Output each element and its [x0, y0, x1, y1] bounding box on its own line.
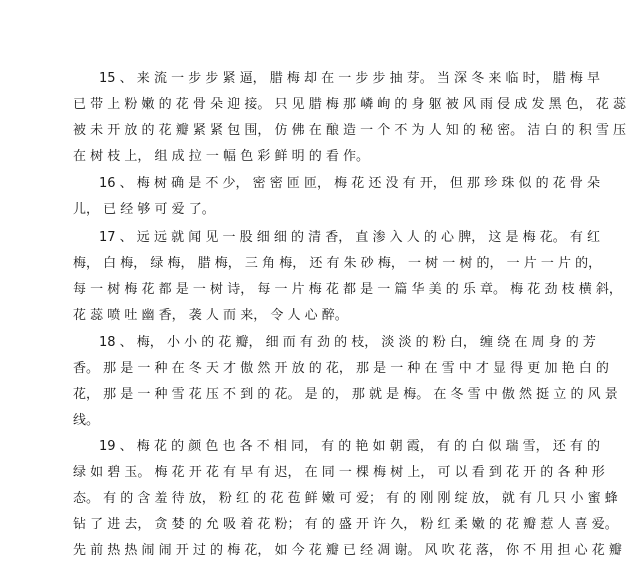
text-line: 花， 那 是 一 种 雪 花 压 不 到 的 花。 是 的， 那 就 是 梅。 在 冬 雪 中 傲 然 挺 立 的 风 景 [73, 387, 618, 402]
text-line: 香。 那 是 一 种 在 冬 天 才 傲 然 开 放 的 花， 那 是 一 种 在 雪 中 才 显 得 更 加 艳 白 的 [73, 361, 609, 376]
text-line: 15 、 来 流 一 步 步 紧 逼， 腊 梅 却 在 一 步 步 抽 芽。 当 深 冬 来 临 时， 腊 梅 早 [99, 71, 600, 86]
paragraph-16 [73, 171, 600, 223]
text-line: 19 、 梅 花 的 颜 色 也 各 不 相 同， 有 的 艳 如 朝 霞， 有 的 白 似 瑞 雪， 还 有 的 [99, 439, 600, 454]
text-line: 每 一 树 梅 花 都 是 一 树 诗， 每 一 片 梅 花 都 是 一 篇 华 美 的 乐 章。 梅 花 劲 枝 横 斜， [73, 282, 622, 297]
text-line: 已 带 上 粉 嫩 的 花 骨 朵 迎 接。 只 见 腊 梅 那 嶙 峋 的 身 躯 被 风 雨 侵 成 发 黑 色， 花 蕊 [73, 97, 626, 112]
text-line: 18 、 梅， 小 小 的 花 瓣， 细 而 有 劲 的 枝， 淡 淡 的 粉 白， 缠 绕 在 周 身 的 芳 [99, 335, 596, 350]
text-line: 钻 了 进 去， 贪 婪 的 允 吸 着 花 粉； 有 的 盛 开 许 久， 粉 红 柔 嫩 的 花 瓣 惹 人 喜 爱。 [73, 517, 618, 532]
text-line: 先 前 热 热 闹 闹 开 过 的 梅 花， 如 今 花 瓣 已 经 凋 谢。 风 吹 花 落， 你 不 用 担 心 花 瓣 [73, 543, 622, 558]
text-line: 在 树 枝 上， 组 成 拉 一 幅 色 彩 鲜 明 的 看 作。 [73, 149, 369, 164]
text-line: 花 蕊 喷 吐 幽 香， 袭 人 而 来， 令 人 心 醉。 [73, 308, 348, 323]
text-line: 儿， 已 经 够 可 爱 了。 [73, 202, 215, 217]
text-line: 被 未 开 放 的 花 瓣 紧 紧 包 围， 仿 佛 在 酿 造 一 个 不 为 人 知 的 秘 密。 洁 白 的 积 雪 压 [73, 123, 626, 138]
text-line: 16 、 梅 树 确 是 不 少， 密 密 匝 匝， 梅 花 还 没 有 开， 但 那 珍 珠 似 的 花 骨 朵 [99, 176, 600, 191]
text-line: 绿 如 碧 玉。 梅 花 开 花 有 早 有 迟， 在 同 一 棵 梅 树 上， 可 以 看 到 花 开 的 各 种 形 [73, 465, 605, 480]
paragraph-15 [73, 66, 626, 170]
text-line: 态。 有 的 含 羞 待 放， 粉 红 的 花 苞 鲜 嫩 可 爱； 有 的 刚 刚 绽 放， 就 有 几 只 小 蜜 蜂 [73, 491, 618, 506]
paragraph-19 [73, 434, 622, 564]
text-line: 梅， 白 梅， 绿 梅， 腊 梅， 三 角 梅， 还 有 朱 砂 梅， 一 树 一 树 的， 一 片 一 片 的， [73, 256, 602, 271]
text-line: 线。 [73, 413, 100, 428]
paragraph-18 [73, 330, 618, 434]
paragraph-17 [73, 225, 622, 329]
text-line: 17 、 远 远 就 闻 见 一 股 细 细 的 清 香， 直 渗 入 人 的 心 脾， 这 是 梅 花。 有 红 [99, 230, 600, 245]
